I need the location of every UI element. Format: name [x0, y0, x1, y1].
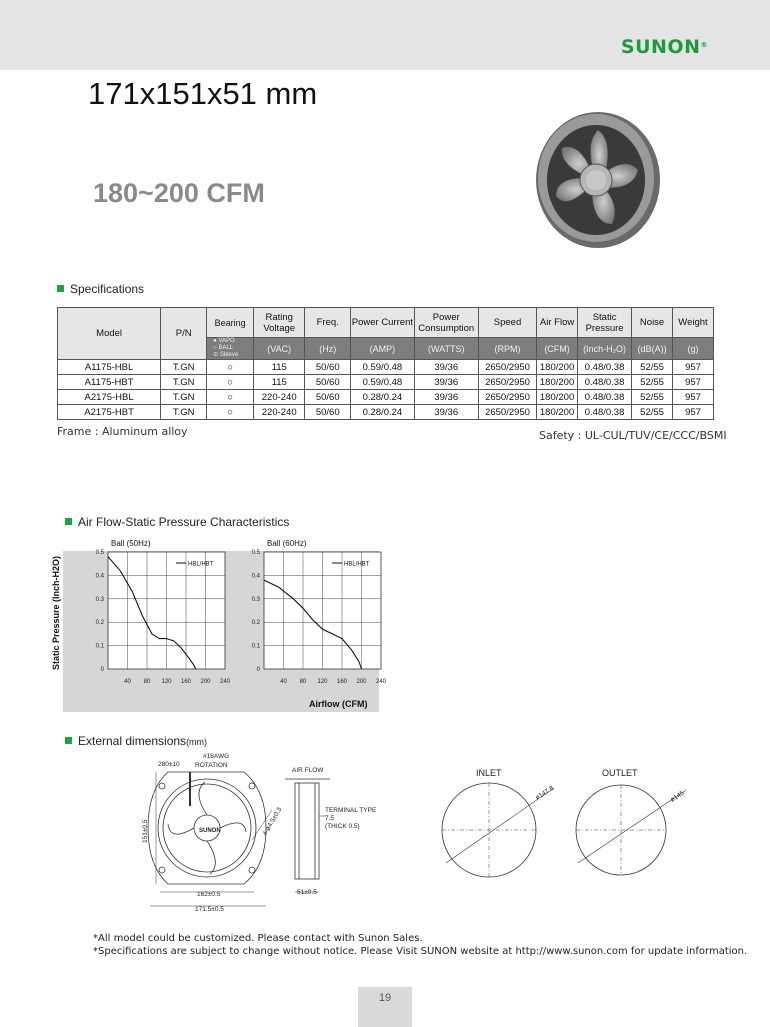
x-tick-label: 240 — [375, 679, 387, 685]
x-tick-label: 200 — [356, 679, 367, 685]
table-cell: ○ — [207, 360, 254, 375]
outlet-diameter: ø145 — [669, 789, 686, 804]
table-cell: A1175-HBL — [58, 360, 161, 375]
inlet-label: INLET — [476, 768, 502, 778]
legend-label: HBL/HBT — [344, 561, 370, 568]
dimensions-unit: (mm) — [186, 737, 208, 747]
width-dimension-outer: 171.5±0.5 — [195, 906, 224, 913]
width-dimension-inner: 162±0.5 — [197, 891, 221, 898]
terminal-type-label: TERMINAL TYPE — [325, 807, 377, 814]
inlet-outlet-drawings — [442, 783, 686, 877]
inlet-diameter: ø147.8 — [534, 784, 556, 802]
table-cell: 2650/2950 — [478, 405, 536, 420]
bearing-legend-ball: ○ BALL — [213, 345, 234, 351]
terminal-size-label: 7.5 — [325, 815, 335, 822]
dimensions-title: External dimensions — [78, 734, 187, 748]
fan-logo-text: SUNON — [199, 828, 221, 834]
col-header-airflow: Air Flow — [537, 308, 578, 338]
x-tick-label: 80 — [143, 679, 151, 685]
table-cell: 220-240 — [254, 390, 305, 405]
x-tick-label: 40 — [124, 679, 131, 685]
table-cell: 39/36 — [414, 405, 478, 420]
unit-cell: (RPM) — [478, 338, 536, 360]
y-tick-label: 0.5 — [95, 550, 104, 556]
table-cell: 0.59/0.48 — [351, 375, 414, 390]
table-cell: 52/55 — [632, 360, 673, 375]
specifications-title: Specifications — [70, 282, 145, 296]
front-view-drawing — [148, 772, 272, 906]
chart-title: Ball (50Hz) — [111, 539, 151, 548]
airflow-direction-label: AIR FLOW — [292, 767, 324, 774]
col-header-pn: P/N — [161, 308, 207, 360]
y-tick-label: 0.3 — [95, 596, 104, 603]
side-view-drawing — [285, 779, 330, 892]
col-header-current: Power Current — [351, 308, 414, 338]
chart-x-axis-label: Airflow (CFM) — [309, 699, 368, 709]
x-tick-label: 200 — [200, 679, 211, 685]
table-cell: 39/36 — [414, 360, 478, 375]
y-tick-label: 0.1 — [95, 643, 104, 650]
table-cell: T.GN — [161, 360, 207, 375]
y-tick-label: 0.1 — [251, 643, 260, 650]
table-cell: A2175-HBT — [58, 405, 161, 420]
col-header-static-pressure: Static Pressure — [578, 308, 632, 338]
brand-name: SUNON — [620, 36, 701, 58]
col-header-consumption: Power Consumption — [414, 308, 478, 338]
table-cell: 2650/2950 — [478, 360, 536, 375]
height-dimension: 151±0.5 — [142, 819, 149, 843]
table-cell: 180/200 — [537, 390, 578, 405]
unit-cell: (g) — [673, 338, 714, 360]
table-cell: 0.48/0.38 — [578, 390, 632, 405]
x-tick-label: 40 — [280, 679, 287, 685]
table-cell: T.GN — [161, 375, 207, 390]
table-cell: 0.48/0.38 — [578, 405, 632, 420]
unit-cell: (VAC) — [254, 338, 305, 360]
x-tick-label: 240 — [219, 679, 231, 685]
x-tick-label: 120 — [161, 679, 172, 685]
table-cell: ○ — [207, 375, 254, 390]
depth-dimension: 51±0.5 — [297, 889, 317, 896]
table-cell: ○ — [207, 405, 254, 420]
terminal-thick-label: (THICK 0.5) — [325, 823, 360, 830]
table-cell: T.GN — [161, 405, 207, 420]
table-cell: 2650/2950 — [478, 390, 536, 405]
legend-label: HBL/HBT — [188, 561, 214, 568]
hole-dimension: 4-ø4.5±0.3 — [261, 806, 284, 837]
footer-note-specs: *Specifications are subject to change without notice. Please Visit SUNON website at http://www.sunon.com for update information. — [93, 946, 748, 957]
y-tick-label: 0.3 — [251, 596, 260, 603]
table-cell: 0.59/0.48 — [351, 360, 414, 375]
x-tick-label: 80 — [299, 679, 307, 685]
frame-note: Frame : Aluminum alloy — [57, 425, 188, 438]
chart-y-axis-label: Static Pressure (Inch-H2O) — [51, 555, 61, 670]
table-cell: 50/60 — [305, 375, 351, 390]
y-tick-label: 0.2 — [251, 620, 260, 627]
col-header-voltage: Rating Voltage — [254, 308, 305, 338]
x-tick-label: 160 — [336, 679, 348, 685]
table-cell: 50/60 — [305, 405, 351, 420]
table-cell: 39/36 — [414, 390, 478, 405]
table-cell: 0.28/0.24 — [351, 405, 414, 420]
unit-cell: (WATTS) — [414, 338, 478, 360]
wire-length-label: 280±10 — [158, 761, 180, 768]
unit-cell: (AMP) — [351, 338, 414, 360]
table-cell: 39/36 — [414, 375, 478, 390]
col-header-bearing: Bearing — [207, 308, 254, 338]
col-header-model: Model — [58, 308, 161, 360]
table-cell: 52/55 — [632, 375, 673, 390]
table-cell: 0.48/0.38 — [578, 375, 632, 390]
table-cell: 957 — [673, 390, 714, 405]
col-header-noise: Noise — [632, 308, 673, 338]
col-header-freq: Freq. — [305, 308, 351, 338]
table-cell: 180/200 — [537, 405, 578, 420]
y-tick-label: 0.5 — [251, 550, 260, 556]
table-cell: 957 — [673, 375, 714, 390]
table-cell: 0.28/0.24 — [351, 390, 414, 405]
y-tick-label: 0 — [100, 667, 104, 673]
outlet-label: OUTLET — [602, 768, 638, 778]
table-cell: 957 — [673, 405, 714, 420]
col-header-weight: Weight — [673, 308, 714, 338]
table-cell: 2650/2950 — [478, 375, 536, 390]
table-cell: 180/200 — [537, 360, 578, 375]
registered-mark: ® — [700, 41, 708, 49]
table-cell: 957 — [673, 360, 714, 375]
table-cell: 0.48/0.38 — [578, 360, 632, 375]
unit-cell: (Hz) — [305, 338, 351, 360]
col-header-speed: Speed — [478, 308, 536, 338]
product-size-title: 171x151x51 mm — [88, 76, 318, 111]
x-tick-label: 120 — [317, 679, 328, 685]
table-cell: 220-240 — [254, 405, 305, 420]
table-cell: ○ — [207, 390, 254, 405]
rotation-label: ROTATION — [195, 762, 228, 769]
table-cell: T.GN — [161, 390, 207, 405]
wire-label: #18AWG — [203, 753, 230, 760]
bearing-legend-vapo: ● VAPO — [213, 338, 235, 344]
unit-cell: (Inch-H₂O) — [578, 338, 632, 360]
airflow-range: 180~200 CFM — [93, 178, 265, 208]
unit-cell: (dB(A)) — [632, 338, 673, 360]
table-cell: 50/60 — [305, 360, 351, 375]
safety-note: Safety : UL-CUL/TUV/CE/CCC/BSMI — [539, 429, 727, 442]
table-cell: 115 — [254, 360, 305, 375]
page-number: 19 — [358, 987, 412, 1027]
footer-note-customize: *All model could be customized. Please contact with Sunon Sales. — [93, 933, 423, 944]
y-tick-label: 0.4 — [251, 573, 260, 580]
table-cell: A2175-HBL — [58, 390, 161, 405]
chart-title: Ball (60Hz) — [267, 539, 307, 548]
table-cell: 115 — [254, 375, 305, 390]
unit-cell: (CFM) — [537, 338, 578, 360]
y-tick-label: 0.4 — [95, 573, 104, 580]
x-tick-label: 160 — [180, 679, 192, 685]
table-cell: 52/55 — [632, 390, 673, 405]
table-cell: 52/55 — [632, 405, 673, 420]
airflow-title: Air Flow-Static Pressure Characteristics — [78, 515, 290, 529]
table-cell: A1175-HBT — [58, 375, 161, 390]
bearing-legend-sleeve: ⊙ Sleeve — [213, 352, 239, 358]
table-cell: 180/200 — [537, 375, 578, 390]
table-cell: 50/60 — [305, 390, 351, 405]
y-tick-label: 0.2 — [95, 620, 104, 627]
y-tick-label: 0 — [256, 667, 260, 673]
